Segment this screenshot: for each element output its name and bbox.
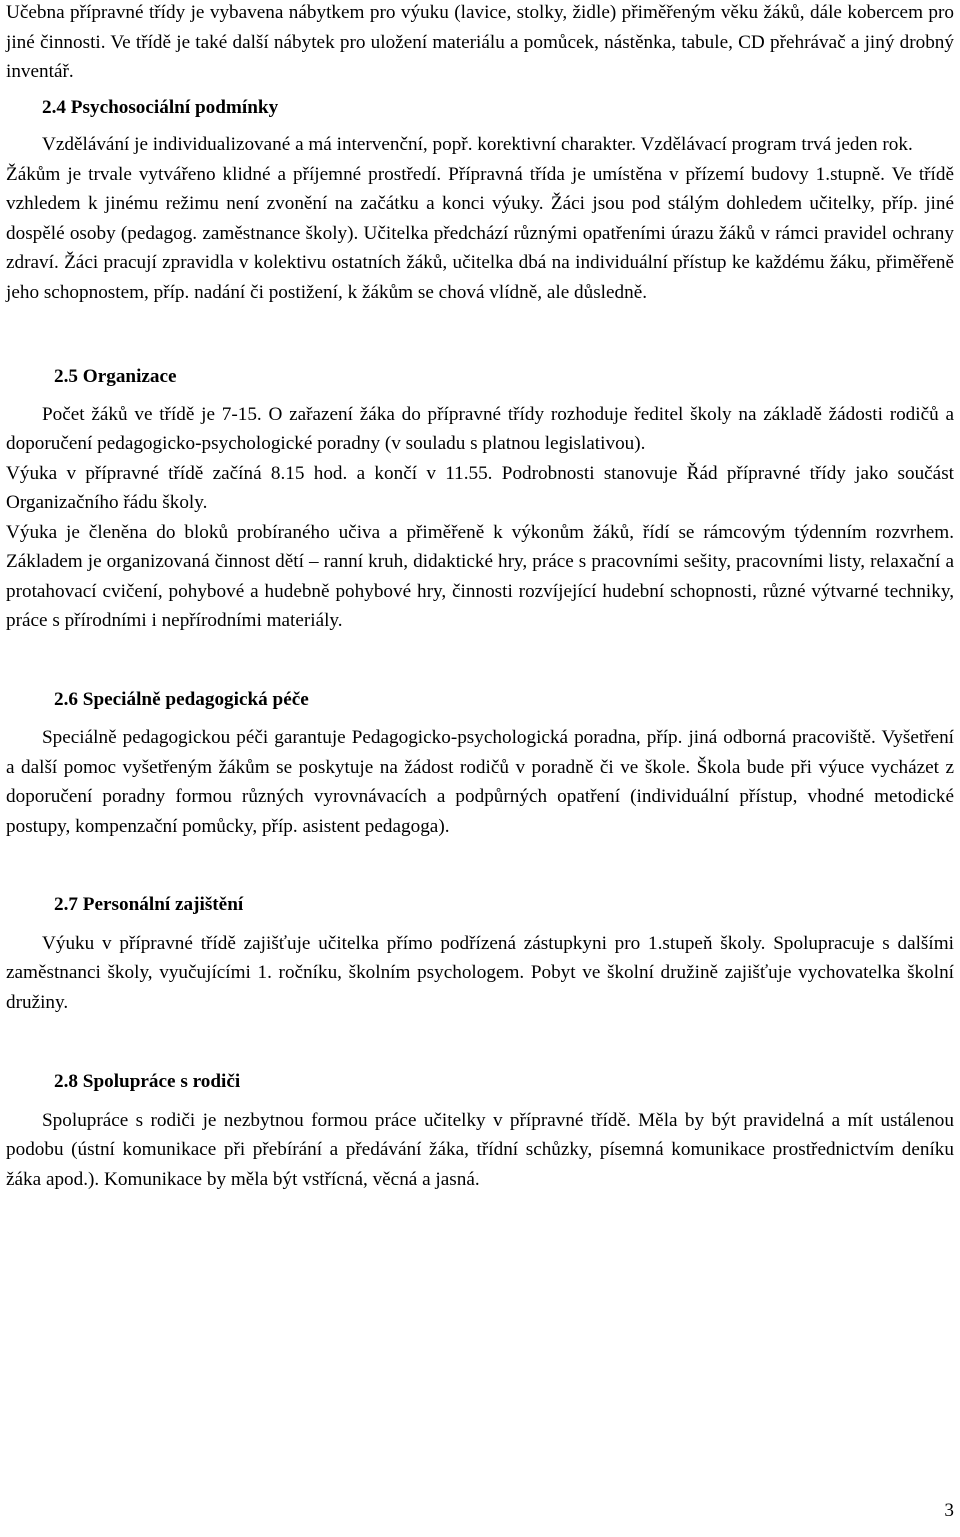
section-2-5-paragraph-2: Výuka v přípravné třídě začíná 8.15 hod. a končí v 11.55. Podrobnosti stanovuje Řád přípravné třídy jako součást Organizačního řádu školy. xyxy=(6,462,954,513)
page-content xyxy=(6,0,954,1194)
section-2-4-paragraph-2: Žákům je trvale vytvářeno klidné a příjemné prostředí. Přípravná třída je umístěna v přízemí budovy 1.stupně. Ve třídě vzhledem k jinému režimu není zvonění na začátku a konci výuky. Žáci jsou pod stálým dohledem učitelky, příp. jiné dospělé osoby (pedagog. zaměstnance školy). Učitelka předchází různými opatřeními úrazu žáků v rámci pravidel ochrany zdraví. Žáci pracují zpravidla v kolektivu ostatních žáků, učitelka dbá na individuální přístup ke každému žáku, přiměřeně jeho schopnostem, příp. nadání či postižení, k žákům se chová vlídně, ale důsledně. xyxy=(6,163,954,303)
section-heading-2-4: 2.4 Psychosociální podmínky xyxy=(42,96,279,118)
intro-paragraph: Učebna přípravné třídy je vybavena nábytkem pro výuku (lavice, stolky, židle) přiměřeným věku žáků, dále kobercem pro jiné činnosti. Ve třídě je také další nábytek pro uložení materiálu a pomůcek, nástěnka, tabule, CD přehrávač a jiný drobný inventář. xyxy=(6,2,954,82)
section-2-4-paragraph-1: Vzdělávání je individualizované a má intervenční, popř. korektivní charakter. Vzdělávací program trvá jeden rok. xyxy=(42,134,913,155)
section-heading-2-6: 2.6 Speciálně pedagogická péče xyxy=(54,688,309,710)
section-2-6-paragraph-1: Speciálně pedagogickou péči garantuje Pedagogicko-psychologická poradna, příp. jiná odborná pracoviště. Vyšetření a další pomoc vyšetřeným žákům se poskytuje na žádost rodičů v poradně či ve škole. Škola bude při výuce vycházet z doporučení poradny formou různých vyrovnávacích a podpůrných opatření (individuální přístup, vhodné metodické postupy, kompenzační pomůcky, příp. asistent pedagoga). xyxy=(6,727,954,837)
section-2-8-paragraph-1: Spolupráce s rodiči je nezbytnou formou práce učitelky v přípravné třídě. Měla by být pravidelná a mít ustálenou podobu (ústní komunikace při přebírání a předávání žáka, třídní schůzky, písemná komunikace prostřednictvím deníku žáka apod.). Komunikace by měla být vstřícná, věcná a jasná. xyxy=(6,1109,954,1190)
section-heading-2-5: 2.5 Organizace xyxy=(54,366,177,387)
section-2-7-paragraph-1: Výuku v přípravné třídě zajišťuje učitelka přímo podřízená zástupkyni pro 1.stupeň školy. Spolupracuje s dalšími zaměstnanci školy, vyučujícími 1. ročníku, školním psychologem. Pobyt ve školní družině zajišťuje vychovatelka školní družiny. xyxy=(6,932,954,1013)
section-2-5-paragraph-3: Výuka je členěna do bloků probíraného učiva a přiměřeně k výkonům žáků, řídí se rámcovým týdenním rozvrhem. Základem je organizovaná činnost dětí – ranní kruh, didaktické hry, práce s pracovními sešity, pracovními listy, relaxační a protahovací cvičení, pohybové a hudebně pohybové hry, činnosti rozvíjející hudební schopnosti, různé výtvarné techniky, práce s přírodními i nepřírodními materiály. xyxy=(6,521,954,631)
section-2-5-paragraph-1: Počet žáků ve třídě je 7-15. O zařazení žáka do přípravné třídy rozhoduje ředitel školy na základě žádosti rodičů a doporučení pedagogicko-psychologické poradny (v souladu s platnou legislativou). xyxy=(6,403,954,454)
section-heading-2-7: 2.7 Personální zajištění xyxy=(54,894,244,915)
page-number: 3 xyxy=(944,1500,954,1521)
section-heading-2-8: 2.8 Spolupráce s rodiči xyxy=(54,1071,241,1092)
